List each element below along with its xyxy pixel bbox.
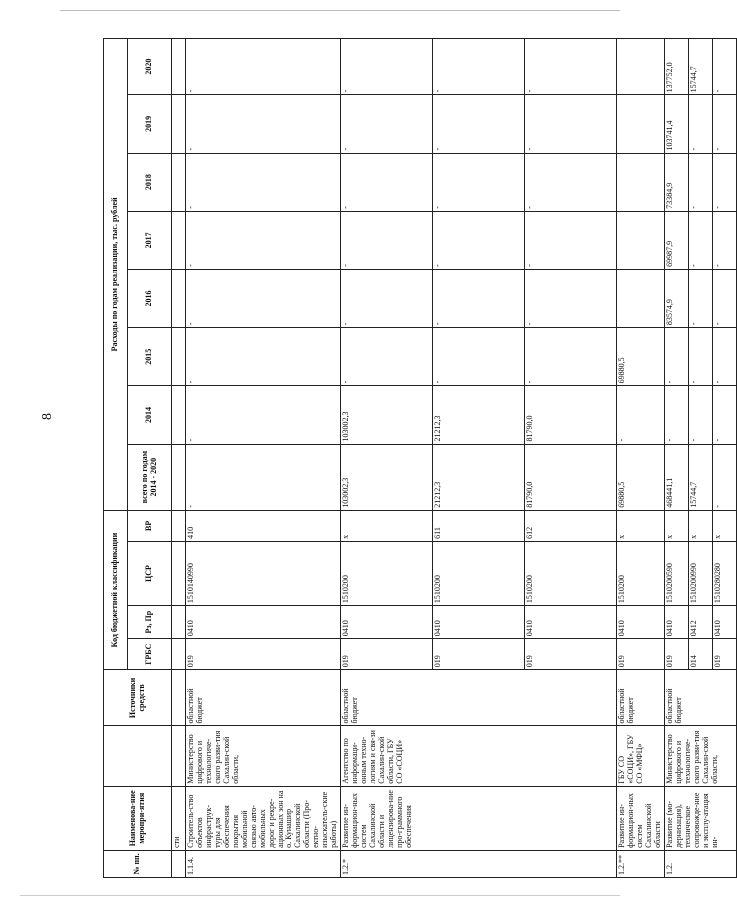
scan-edge-top — [60, 10, 620, 11]
header-rz-pr: Рз, Пр — [128, 606, 172, 639]
cell-year: 69880,5 — [617, 328, 665, 386]
cell-grbs: 019 — [433, 639, 525, 670]
table-row — [664, 39, 688, 878]
cell-year: - — [688, 211, 712, 269]
row-executor: Министерство цифрового и технологиче-ского разви-тия Сахалин-ской области, — [664, 726, 736, 786]
cell-vr: x — [712, 510, 736, 541]
cell-year: - — [712, 269, 736, 327]
page-number: 8 — [40, 413, 55, 420]
cell-rz-pr: 0410 — [712, 606, 736, 639]
cell-year — [617, 269, 665, 327]
cell-rz-pr: 0410 — [341, 606, 433, 639]
cell-year: - — [688, 153, 712, 211]
cell-year — [617, 211, 665, 269]
cell-csr: 1510200990 — [688, 541, 712, 605]
cell-csr: 1510140990 — [186, 541, 341, 605]
cell-year: 15744,7 — [688, 39, 712, 95]
cell-year: - — [617, 386, 665, 444]
cell-rz-pr: 0410 — [186, 606, 341, 639]
cell-year: - — [433, 39, 525, 95]
cell-vr: x — [341, 510, 433, 541]
cell-csr: 1510200 — [525, 541, 617, 605]
header-year: 2020 — [128, 39, 172, 95]
cell-grbs: 019 — [525, 639, 617, 670]
cell-csr: 1510280280 — [712, 541, 736, 605]
cell-year: - — [525, 269, 617, 327]
cell-total: 103002,3 — [341, 444, 433, 510]
cell-year: - — [525, 328, 617, 386]
cell-year: - — [712, 153, 736, 211]
cell-total: - — [712, 444, 736, 510]
row-name: Развитие ин-формацион-ных систем Сахалинской области и лицензирова-ние про-граммного обеспечения — [341, 786, 617, 850]
cell-rz-pr: 0410 — [617, 606, 665, 639]
cell-year: - — [712, 386, 736, 444]
cell-year: - — [341, 269, 433, 327]
cell-year: - — [186, 386, 341, 444]
header-num: № пп. — [104, 850, 172, 877]
budget-table — [103, 38, 737, 878]
header-year: 2014 — [128, 386, 172, 444]
cell-year: - — [186, 211, 341, 269]
cell-grbs: 019 — [186, 639, 341, 670]
header-year: 2015 — [128, 328, 172, 386]
cell-year: - — [664, 386, 688, 444]
rotated-table-container — [103, 38, 722, 878]
header-name: Наименова-ние меропри-ятия — [104, 786, 172, 850]
cell-year: - — [712, 95, 736, 153]
continuation-cell — [172, 444, 186, 510]
header-total: всего по годам 2014 - 2020 — [128, 444, 172, 510]
cell-vr: x — [617, 510, 665, 541]
cell-vr: x — [664, 510, 688, 541]
cell-rz-pr: 0410 — [525, 606, 617, 639]
cell-year: - — [688, 328, 712, 386]
header-sources: Источники средств — [104, 670, 172, 726]
row-executor: ГБУ СО «СОЦИ», ГБУ СО «МФЦ» — [617, 726, 665, 786]
cell-year: 21212,3 — [433, 386, 525, 444]
cell-year: - — [433, 95, 525, 153]
header-year: 2019 — [128, 95, 172, 153]
cell-grbs: 019 — [712, 639, 736, 670]
row-executor: Агентство по информаци-онным техно-логиям и свя-зи Сахалин-ской области, ГБУ СО «СОЦИ» — [341, 726, 617, 786]
cell-year: - — [688, 386, 712, 444]
cell-year: - — [433, 211, 525, 269]
row-source: областной бюджет — [617, 670, 665, 726]
row-source: областной бюджет — [186, 670, 341, 726]
cell-grbs: 019 — [617, 639, 665, 670]
continuation-cell — [172, 328, 186, 386]
cell-rz-pr: 0412 — [688, 606, 712, 639]
cell-year: - — [341, 39, 433, 95]
cell-year: - — [433, 328, 525, 386]
row-source: областной бюджет — [341, 670, 617, 726]
continuation-cell — [172, 95, 186, 153]
cell-year: - — [341, 211, 433, 269]
row-executor: Министерство цифрового и технологиче-ского разви-тия Сахалин-ской области, — [186, 726, 341, 786]
header-year: 2016 — [128, 269, 172, 327]
continuation-cell — [172, 850, 186, 877]
cell-rz-pr: 0410 — [433, 606, 525, 639]
cell-year: - — [341, 95, 433, 153]
cell-year: - — [664, 328, 688, 386]
cell-year: 103002,3 — [341, 386, 433, 444]
cell-year: - — [341, 328, 433, 386]
cell-year: - — [186, 153, 341, 211]
header-csr: ЦСР — [128, 541, 172, 605]
cell-csr: 1510200590 — [664, 541, 688, 605]
cell-year: - — [525, 211, 617, 269]
cell-year: 73384,9 — [664, 153, 688, 211]
cell-vr: x — [688, 510, 712, 541]
cell-year: - — [525, 95, 617, 153]
cell-vr: 611 — [433, 510, 525, 541]
header-year: 2018 — [128, 153, 172, 211]
cell-year: 137752,0 — [664, 39, 688, 95]
cell-year: - — [712, 211, 736, 269]
cell-year: 81790,0 — [525, 386, 617, 444]
cell-year: - — [433, 153, 525, 211]
header-code-group: Код бюджетной классификации — [104, 510, 128, 670]
row-name: Строитель-ство объектов инфраструк-туры для обеспечения покрытия мобильной связью авто-мобильных дорог и рекре-ационных зон на о. Кунашир Сахалинской области (Про-ектно-изыскатель-ские работы) — [186, 786, 341, 850]
header-year: 2017 — [128, 211, 172, 269]
cell-year: - — [712, 328, 736, 386]
continuation-cell — [172, 726, 186, 786]
cell-csr: 1510200 — [341, 541, 433, 605]
cell-year: 69987,9 — [664, 211, 688, 269]
cell-vr: 612 — [525, 510, 617, 541]
cell-year: - — [341, 153, 433, 211]
continuation-cell — [172, 153, 186, 211]
cell-year: - — [525, 39, 617, 95]
cell-year — [617, 153, 665, 211]
cell-year: - — [433, 269, 525, 327]
row-name: Развитие (мо-дернизация), техническое сопровожде-ние и эксплу-атация ин- — [664, 786, 736, 850]
cell-year: - — [688, 269, 712, 327]
cell-total: 81790,0 — [525, 444, 617, 510]
continuation-cell — [172, 386, 186, 444]
header-vr: ВР — [128, 510, 172, 541]
cell-year: - — [712, 39, 736, 95]
cell-year: - — [186, 269, 341, 327]
continuation-cell — [172, 39, 186, 95]
table-row — [186, 39, 341, 878]
table-row — [617, 39, 665, 878]
scan-edge-bottom — [20, 895, 620, 896]
cell-csr: 1510200 — [617, 541, 665, 605]
row-num: 1.2. — [664, 850, 736, 877]
continuation-cell — [172, 670, 186, 726]
continuation-cell — [172, 269, 186, 327]
row-source: областной бюджет — [664, 670, 736, 726]
table-row — [341, 39, 433, 878]
cell-year — [617, 95, 665, 153]
header-executor — [104, 726, 172, 786]
continuation-cell — [172, 541, 186, 605]
continuation-cell — [172, 211, 186, 269]
cell-grbs: 019 — [664, 639, 688, 670]
continuation-cell: сти — [172, 786, 186, 850]
cell-grbs: 019 — [341, 639, 433, 670]
header-grbs: ГРБС — [128, 639, 172, 670]
cell-year: - — [525, 153, 617, 211]
cell-total: 468441,1 — [664, 444, 688, 510]
continuation-cell — [172, 639, 186, 670]
cell-grbs: 014 — [688, 639, 712, 670]
row-num: 1.2.* — [341, 850, 617, 877]
cell-year — [617, 39, 665, 95]
cell-total: 69880,5 — [617, 444, 665, 510]
header-expenses-group: Расходы по годам реализации, тыс. рублей — [104, 39, 128, 511]
cell-total: - — [186, 444, 341, 510]
cell-rz-pr: 0410 — [664, 606, 688, 639]
cell-year: - — [186, 39, 341, 95]
row-num: 1.1.4. — [186, 850, 341, 877]
cell-year: 103741,4 — [664, 95, 688, 153]
cell-year: - — [186, 95, 341, 153]
continuation-row — [172, 39, 186, 878]
cell-total: 21212,3 — [433, 444, 525, 510]
cell-total: 15744,7 — [688, 444, 712, 510]
cell-year: - — [688, 95, 712, 153]
continuation-cell — [172, 510, 186, 541]
row-name: Развитие ин-формацион-ных систем Сахалинской области — [617, 786, 665, 850]
cell-year: - — [186, 328, 341, 386]
row-num: 1.2.** — [617, 850, 665, 877]
cell-csr: 1510200 — [433, 541, 525, 605]
cell-vr: 410 — [186, 510, 341, 541]
continuation-cell — [172, 606, 186, 639]
cell-year: 83574,9 — [664, 269, 688, 327]
